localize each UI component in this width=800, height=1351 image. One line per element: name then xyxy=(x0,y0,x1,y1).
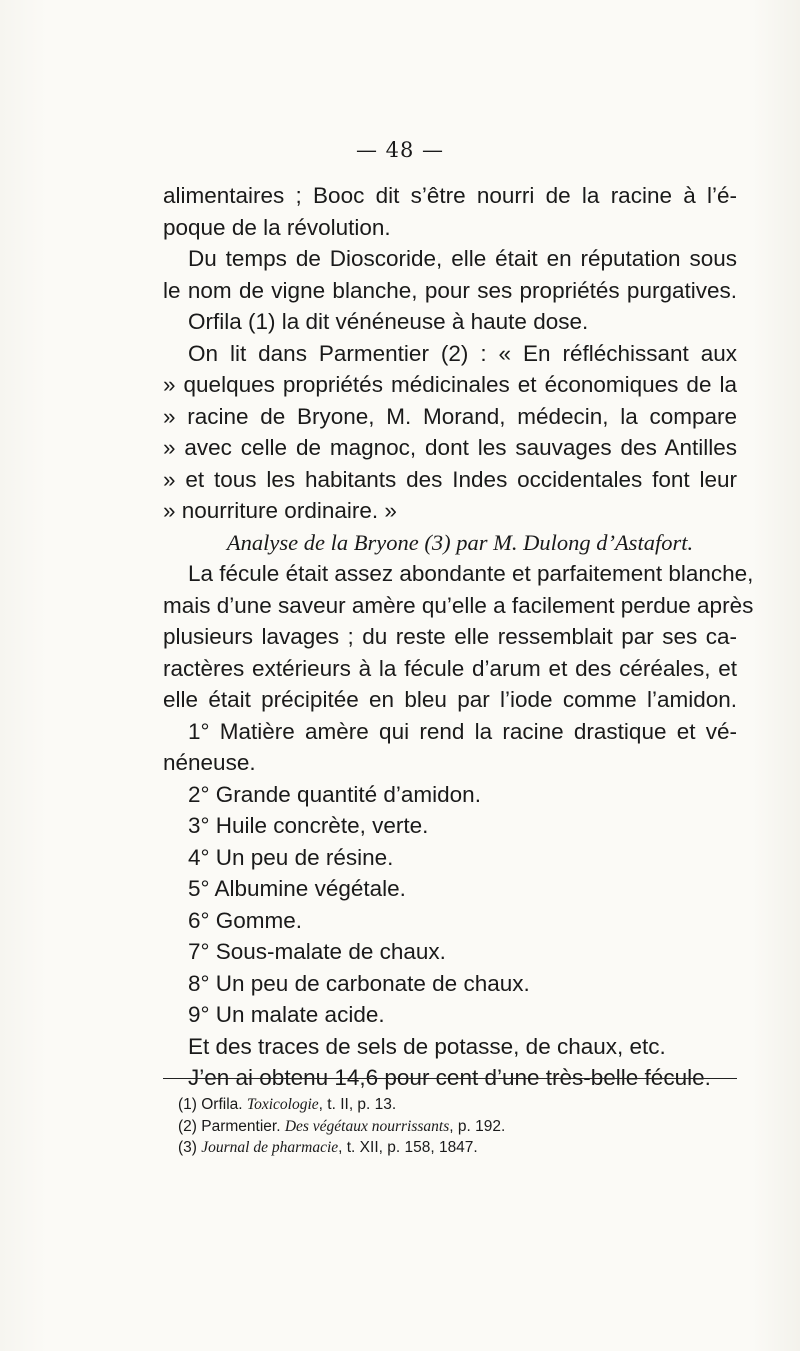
list-item: 4° Un peu de résine. xyxy=(188,844,394,870)
list-item: 9° Un malate acide. xyxy=(188,1002,385,1027)
text-line: On lit dans Parmentier (2) : « En réfléchissant aux xyxy=(188,340,737,366)
text-line: alimentaires ; Booc dit s’être nourri de la racine à l’é- xyxy=(163,183,737,208)
list-item: 7° Sous-malate de chaux. xyxy=(188,939,446,964)
text-line: elle était précipitée en bleu par l’iode comme l’amidon. xyxy=(163,687,737,712)
text-line: Et des traces de sels de potasse, de chaux, etc. xyxy=(188,1033,666,1059)
text-line: » quelques propriétés médicinales et économiques de la xyxy=(163,372,737,397)
text-line: La fécule était assez abondante et parfaitement blanche, xyxy=(188,561,754,586)
text-line: Du temps de Dioscoride, elle était en réputation sous xyxy=(188,246,737,271)
list-item: 1° Matière amère qui rend la racine drastique et vé- xyxy=(188,718,737,744)
text-line: » racine de Bryone, M. Morand, médecin, la compare xyxy=(163,403,737,429)
text-line: » et tous les habitants des Indes occidentales font leur xyxy=(163,466,737,492)
text-line: J’en ai obtenu 14,6 pour cent d’une très-belle fécule. xyxy=(188,1065,711,1090)
page-number: — 48 — xyxy=(355,138,445,162)
text-line: néneuse. xyxy=(163,750,256,775)
list-item: 2° Grande quantité d’amidon. xyxy=(188,781,481,807)
footnote-3: (3) Journal de pharmacie, t. XII, p. 158, 1847. xyxy=(178,1139,478,1156)
footnote-divider xyxy=(163,1078,737,1079)
footnote-2: (2) Parmentier. Des végétaux nourrissants, p. 192. xyxy=(178,1117,506,1135)
text-line: poque de la révolution. xyxy=(163,214,391,240)
footnote-1: (1) Orfila. Toxicologie, t. II, p. 13. xyxy=(178,1096,397,1113)
section-heading: Analyse de la Bryone (3) par M. Dulong d’Astafort. xyxy=(226,529,694,555)
list-item: 6° Gomme. xyxy=(188,907,303,933)
text-line: ractères extérieurs à la fécule d’arum et des céréales, et xyxy=(163,655,737,681)
list-item: 5° Albumine végétale. xyxy=(188,876,406,901)
text-line: » avec celle de magnoc, dont les sauvages des Antilles xyxy=(163,435,737,460)
body-text xyxy=(163,180,754,1094)
text-line: » nourriture ordinaire. » xyxy=(163,498,397,523)
text-line: plusieurs lavages ; du reste elle ressemblait par ses ca- xyxy=(163,624,737,649)
text-line: mais d’une saveur amère qu’elle a facilement perdue après xyxy=(163,592,754,618)
text-line: le nom de vigne blanche, pour ses propriétés purgatives. xyxy=(163,277,737,303)
text-line: Orfila (1) la dit vénéneuse à haute dose. xyxy=(188,309,589,334)
footnotes xyxy=(178,1094,738,1159)
list-item: 3° Huile concrète, verte. xyxy=(188,813,429,838)
list-item: 8° Un peu de carbonate de chaux. xyxy=(188,970,530,996)
